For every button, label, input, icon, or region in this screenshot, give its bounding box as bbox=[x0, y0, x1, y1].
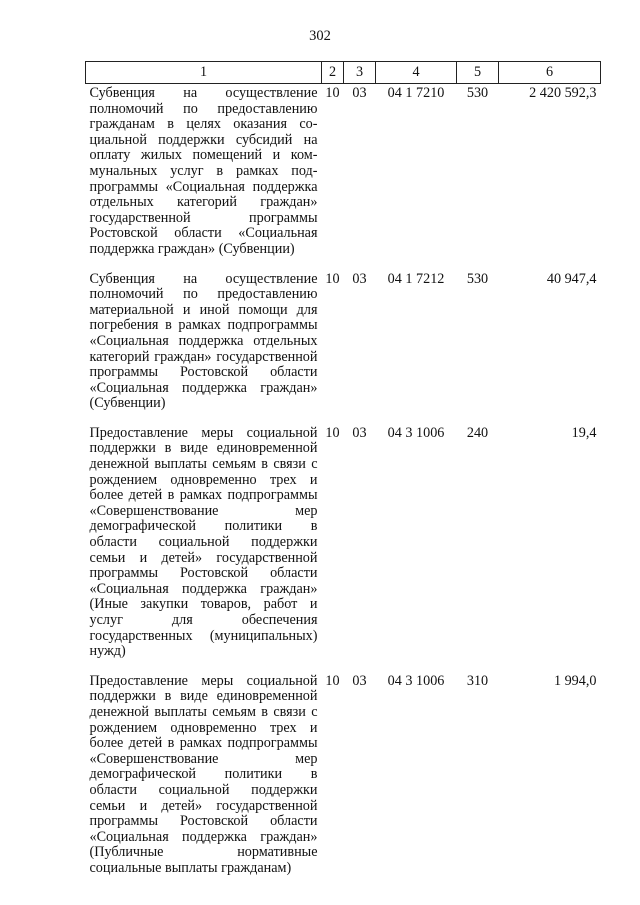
row-subsection: 03 bbox=[352, 672, 367, 689]
column-header-2: 2 bbox=[322, 62, 344, 84]
table-row bbox=[86, 672, 601, 889]
budget-table bbox=[85, 61, 601, 889]
row-amount: 19,4 bbox=[571, 424, 597, 441]
row-section: 10 bbox=[325, 85, 340, 101]
row-amount: 40 947,4 bbox=[546, 270, 597, 287]
table-header-row bbox=[86, 62, 601, 84]
row-expense-type: 240 bbox=[466, 424, 489, 441]
row-amount: 2 420 592,3 bbox=[529, 85, 597, 101]
row-description: Предоставление меры социальной поддержки в виде единовременной денежной выплаты семьям в связи с рождением одновременно трех и более детей в рамках подпрограммы «Совершенствование мер демографической политики в области социальной поддержки семьи и детей» государственной программы Ростовской области «Социальная поддержка граждан» (Иные закупки товаров, работ и услуг для обеспечения государственных (муниципальных) нужд) bbox=[89, 424, 318, 660]
row-description: Субвенция на осуществление полномочий по предоставлению гражданам в целях оказания социальной поддержки субсидий на оплату жилых помещений и коммунальных услуг в рамках подпрограммы «Социальная поддержка отдельных категорий граждан» государственной программы Ростовской области «Социальная поддержка граждан» (Субвенции) bbox=[89, 85, 318, 257]
row-subsection: 03 bbox=[352, 424, 367, 441]
row-amount: 1 994,0 bbox=[553, 672, 597, 689]
table-row bbox=[86, 424, 601, 672]
column-header-6: 6 bbox=[499, 62, 601, 84]
row-target-code: 04 1 7212 bbox=[387, 270, 445, 287]
row-expense-type: 530 bbox=[466, 270, 489, 287]
row-description: Субвенция на осуществление полномочий по предоставлению материальной и иной помощи для погребения в рамках подпрограммы «Социальная поддержка отдельных категорий граждан» государственной программы Ростовской области «Социальная поддержка граждан» (Субвенции) bbox=[89, 270, 318, 412]
row-target-code: 04 3 1006 bbox=[387, 424, 445, 441]
row-expense-type: 530 bbox=[466, 85, 489, 101]
row-section: 10 bbox=[325, 270, 340, 287]
page-number: 302 bbox=[309, 28, 331, 44]
table-row bbox=[86, 270, 601, 424]
column-header-1: 1 bbox=[86, 62, 322, 84]
row-target-code: 04 1 7210 bbox=[387, 85, 445, 101]
row-subsection: 03 bbox=[352, 270, 367, 287]
row-section: 10 bbox=[325, 672, 340, 689]
row-expense-type: 310 bbox=[466, 672, 489, 689]
column-header-5: 5 bbox=[457, 62, 499, 84]
row-description: Предоставление меры социальной поддержки в виде единовременной денежной выплаты семьям в связи с рождением одновременно трех и более детей в рамках подпрограммы «Совершенствование мер демографической политики в области социальной поддержки семьи и детей» государственной программы Ростовской области «Социальная поддержка граждан» (Публичные нормативные социальные выплаты гражданам) bbox=[89, 672, 318, 876]
row-target-code: 04 3 1006 bbox=[387, 672, 445, 689]
column-header-4: 4 bbox=[376, 62, 457, 84]
row-section: 10 bbox=[325, 424, 340, 441]
row-subsection: 03 bbox=[352, 85, 367, 101]
column-header-3: 3 bbox=[344, 62, 376, 84]
table-row bbox=[86, 84, 601, 270]
